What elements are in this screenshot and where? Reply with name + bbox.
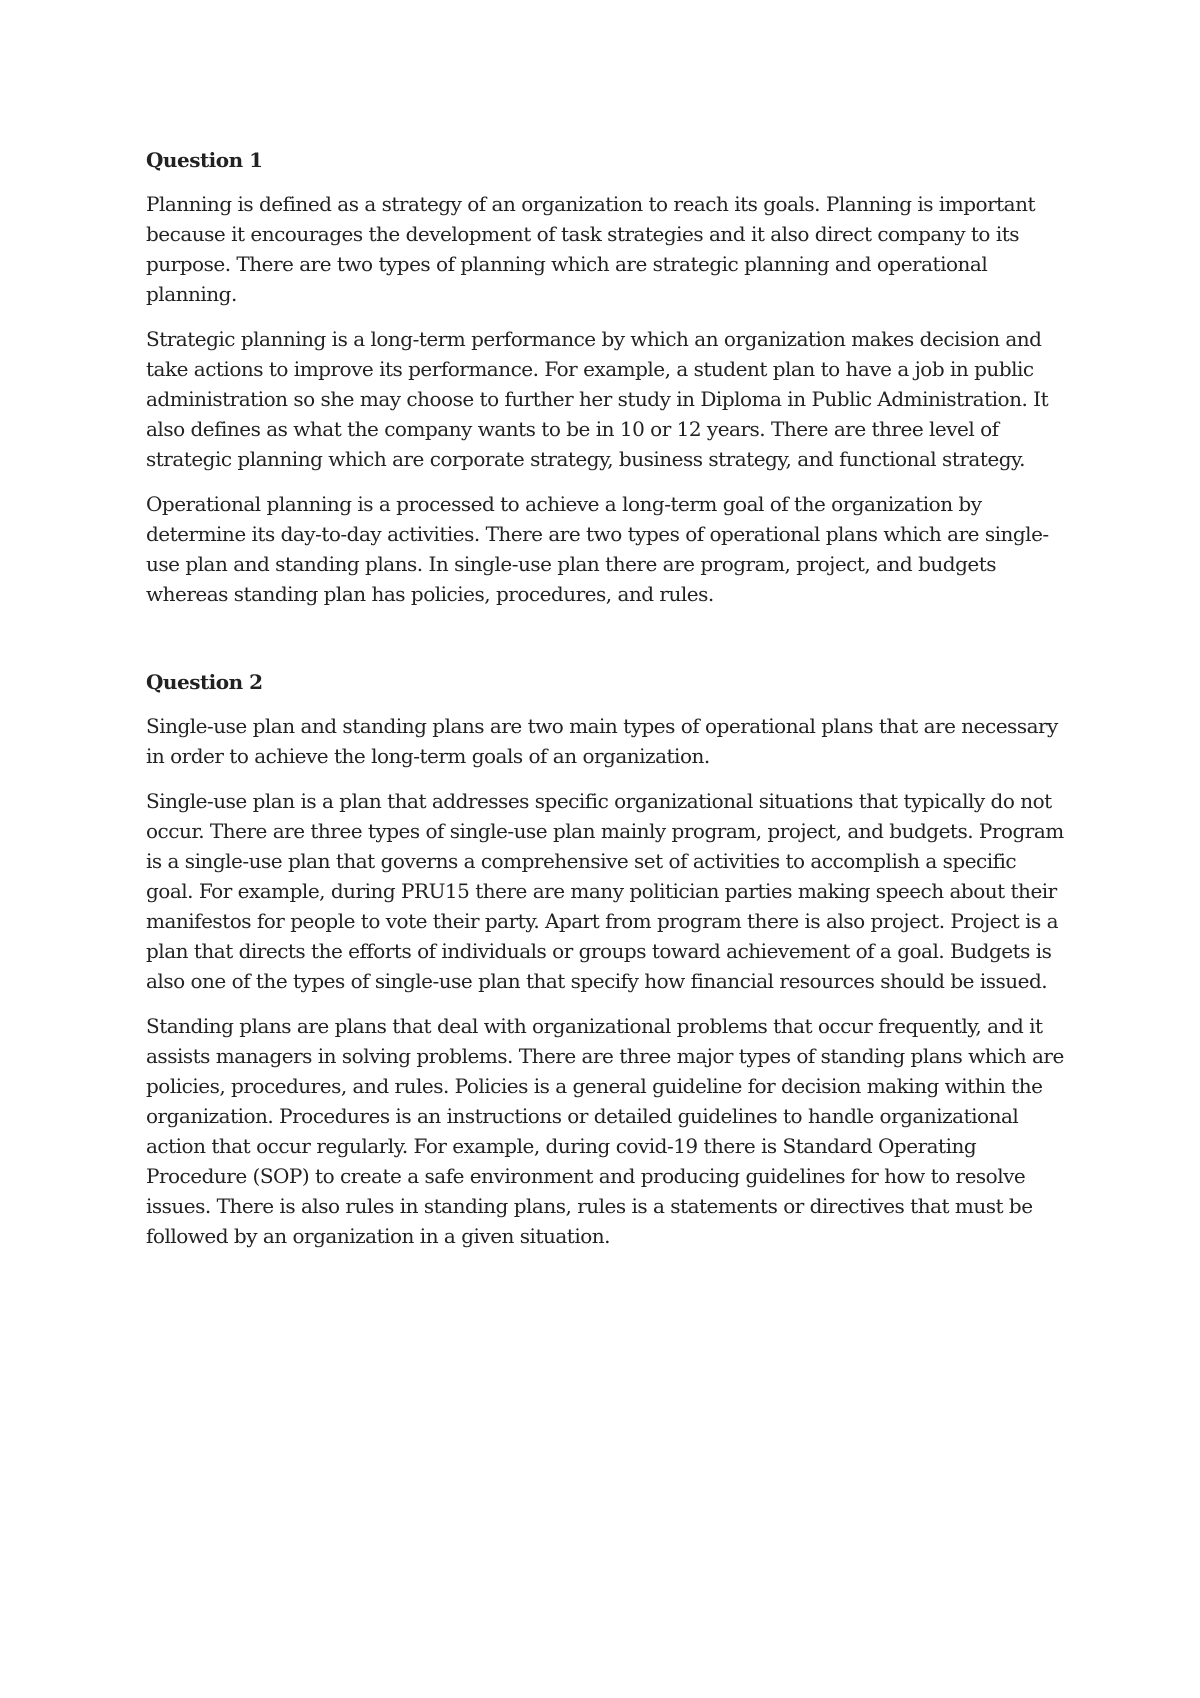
question-1-heading: Question 1 xyxy=(146,148,263,172)
question-2-heading: Question 2 xyxy=(146,670,263,694)
question-2-paragraph-3: Standing plans are plans that deal with organizational problems that occur frequently, and it assists managers in solving problems. There are three major types of standing plans which are policies, procedures, and rules. Policies is a general guideline for decision making within the organization. Procedures is an instructions or detailed guidelines to handle organizational action that occur regularly. For example, during covid-19 there is Standard Operating Procedure (SOP) to create a safe environment and producing guidelines for how to resolve issues. There is also rules in standing plans, rules is a statements or directives that must be followed by an organization in a given situation. xyxy=(146,1014,1064,1248)
question-2-paragraph-1: Single-use plan and standing plans are two main types of operational plans that are necessary in order to achieve the long-term goals of an organization. xyxy=(146,714,1058,768)
question-2-paragraph-2: Single-use plan is a plan that addresses specific organizational situations that typically do not occur. There are three types of single-use plan mainly program, project, and budgets. Program is a single-use plan that governs a comprehensive set of activities to accomplish a specific goal. For example, during PRU15 there are many politician parties making speech about their manifestos for people to vote their party. Apart from program there is also project. Project is a plan that directs the efforts of individuals or groups toward achievement of a goal. Budgets is also one of the types of single-use plan that specify how financial resources should be issued. xyxy=(146,789,1064,993)
question-1-paragraph-3: Operational planning is a processed to achieve a long-term goal of the organization by determine its day-to-day activities. There are two types of operational plans which are single-use plan and standing plans. In single-use plan there are program, project, and budgets whereas standing plan has policies, procedures, and rules. xyxy=(146,492,1049,606)
question-1-section xyxy=(146,145,1066,609)
question-2-section xyxy=(146,667,1066,1251)
document-body xyxy=(146,145,1066,1266)
question-1-paragraph-2: Strategic planning is a long-term performance by which an organization makes decision and take actions to improve its performance. For example, a student plan to have a job in public administration so she may choose to further her study in Diploma in Public Administration. It also defines as what the company wants to be in 10 or 12 years. There are three level of strategic planning which are corporate strategy, business strategy, and functional strategy. xyxy=(146,327,1049,471)
question-1-paragraph-1: Planning is defined as a strategy of an organization to reach its goals. Planning is important because it encourages the development of task strategies and it also direct company to its purpose. There are two types of planning which are strategic planning and operational planning. xyxy=(146,192,1036,306)
